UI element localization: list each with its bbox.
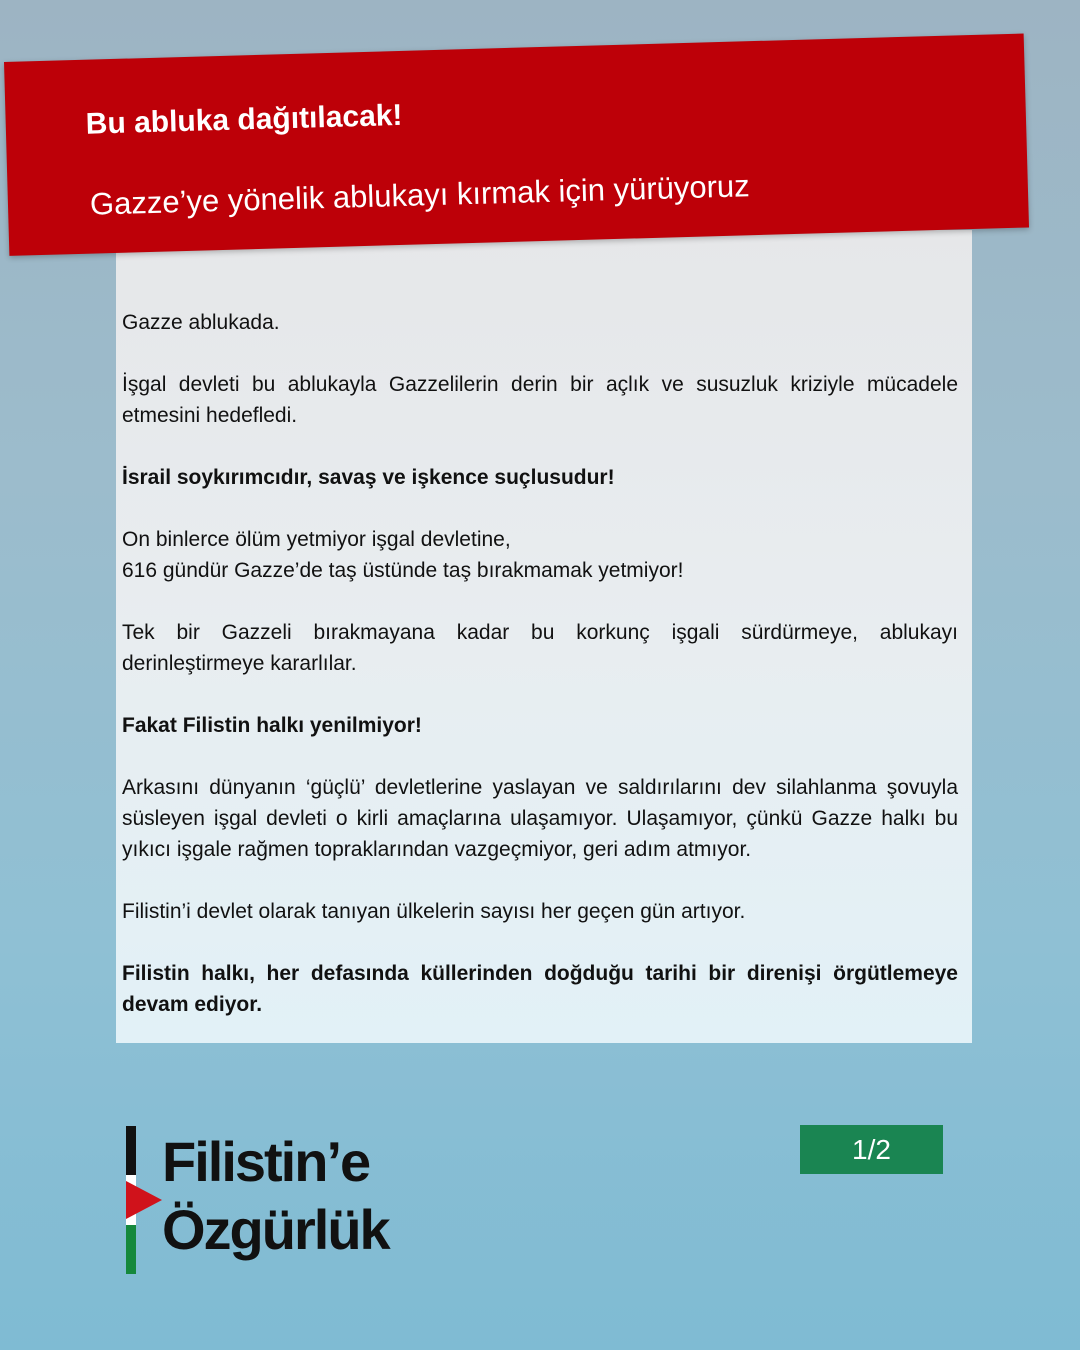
text-card	[116, 230, 972, 1043]
filistine-ozgurluk-logo	[126, 1126, 446, 1276]
logo-text-line2: Özgürlük	[162, 1198, 389, 1261]
paragraph-deaths-line1: On binlerce ölüm yetmiyor işgal devletine,	[122, 528, 511, 551]
paragraph-bold-undefeated: Fakat Filistin halkı yenilmiyor!	[122, 714, 422, 737]
paragraph-resistance: Arkasını dünyanın ‘güçlü’ devletlerine yaslayan ve saldırılarını dev silahlanma şovuyla süsleyen işgal devleti o kirli amaçlarına ulaşamıyor. Ulaşamıyor, çünkü Gazze halkı bu yıkıcı işgale rağmen topraklarından vazgeçmiyor, geri adım atmıyor.	[122, 776, 958, 861]
paragraph-bold-closing: Filistin halkı, her defasında küllerinden doğduğu tarihi bir direnişi örgütlemeye devam ediyor.	[122, 962, 958, 1016]
paragraph-bold-statement: İsrail soykırımcıdır, savaş ve işkence suçlusudur!	[122, 466, 615, 489]
banner-subtitle: Gazze’ye yönelik ablukayı kırmak için yürüyoruz	[89, 168, 751, 222]
header-banner	[4, 34, 1029, 256]
paragraph-intro: Gazze ablukada.	[122, 311, 280, 334]
paragraph-deaths-line2: 616 gündür Gazze’de taş üstünde taş bırakmamak yetmiyor!	[122, 559, 684, 582]
paragraph-occupation-aim: İşgal devleti bu ablukayla Gazzelilerin derin bir açlık ve susuzluk kriziyle mücadele etmesini hedefledi.	[122, 373, 958, 427]
logo-text-line1: Filistin’e	[162, 1130, 370, 1193]
article-body	[122, 307, 958, 1051]
paragraph-deaths	[122, 524, 958, 586]
banner-title: Bu abluka dağıtılacak!	[85, 98, 403, 141]
page-indicator-badge: 1/2	[800, 1125, 943, 1174]
paragraph-recognition: Filistin’i devlet olarak tanıyan ülkelerin sayısı her geçen gün artıyor.	[122, 900, 746, 923]
paragraph-determination: Tek bir Gazzeli bırakmayana kadar bu korkunç işgali sürdürmeye, ablukayı derinleştirmeye kararlılar.	[122, 621, 958, 675]
flag-triangle-icon	[126, 1181, 162, 1219]
